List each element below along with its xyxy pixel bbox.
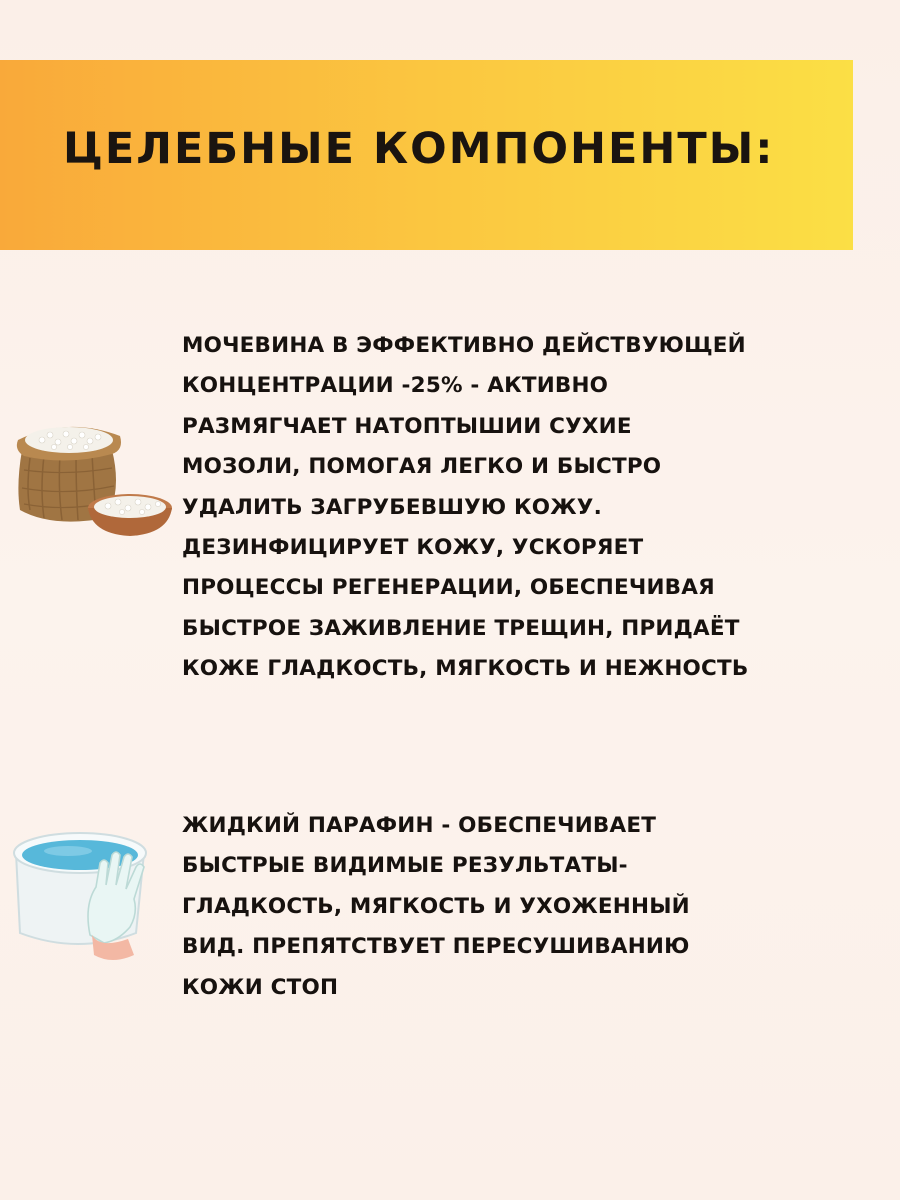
text-line: МОЧЕВИНА В ЭФФЕКТИВНО ДЕЙСТВУЮЩЕЙ — [182, 333, 746, 358]
text-line: РАЗМЯГЧАЕТ НАТОПТЫШИИ СУХИЕ — [182, 413, 632, 439]
text-line: МОЗОЛИ, ПОМОГАЯ ЛЕГКО И БЫСТРО — [182, 454, 662, 480]
text-line: ДЕЗИНФИЦИРУЕТ КОЖУ, УСКОРЯЕТ — [182, 535, 644, 561]
text-line: КОЖИ СТОП — [182, 974, 339, 1000]
urea-sack-icon — [12, 410, 172, 540]
text-line: ГЛАДКОСТЬ, МЯГКОСТЬ И УХОЖЕННЫЙ — [182, 893, 690, 919]
text-line: ВИД. ПРЕПЯТСТВУЕТ ПЕРЕСУШИВАНИЮ — [182, 934, 690, 960]
ingredient-urea-text — [182, 326, 882, 690]
text-line: ПРОЦЕССЫ РЕГЕНЕРАЦИИ, ОБЕСПЕЧИВАЯ — [182, 575, 715, 601]
text-line: ЖИДКИЙ ПАРАФИН - ОБЕСПЕЧИВАЕТ — [182, 813, 657, 838]
paraffin-bath-icon — [8, 815, 168, 965]
text-line: КОЖЕ ГЛАДКОСТЬ, МЯГКОСТЬ И НЕЖНОСТЬ — [182, 656, 749, 682]
text-line: БЫСТРЫЕ ВИДИМЫЕ РЕЗУЛЬТАТЫ- — [182, 853, 628, 879]
page-title: ЦЕЛЕБНЫЕ КОМПОНЕНТЫ: — [63, 124, 775, 174]
text-line: УДАЛИТЬ ЗАГРУБЕВШУЮ КОЖУ. — [182, 494, 602, 520]
ingredient-paraffin-text — [182, 806, 882, 1008]
text-line: КОНЦЕНТРАЦИИ -25% - АКТИВНО — [182, 373, 609, 399]
text-line: БЫСТРОЕ ЗАЖИВЛЕНИЕ ТРЕЩИН, ПРИДАЁТ — [182, 615, 740, 641]
